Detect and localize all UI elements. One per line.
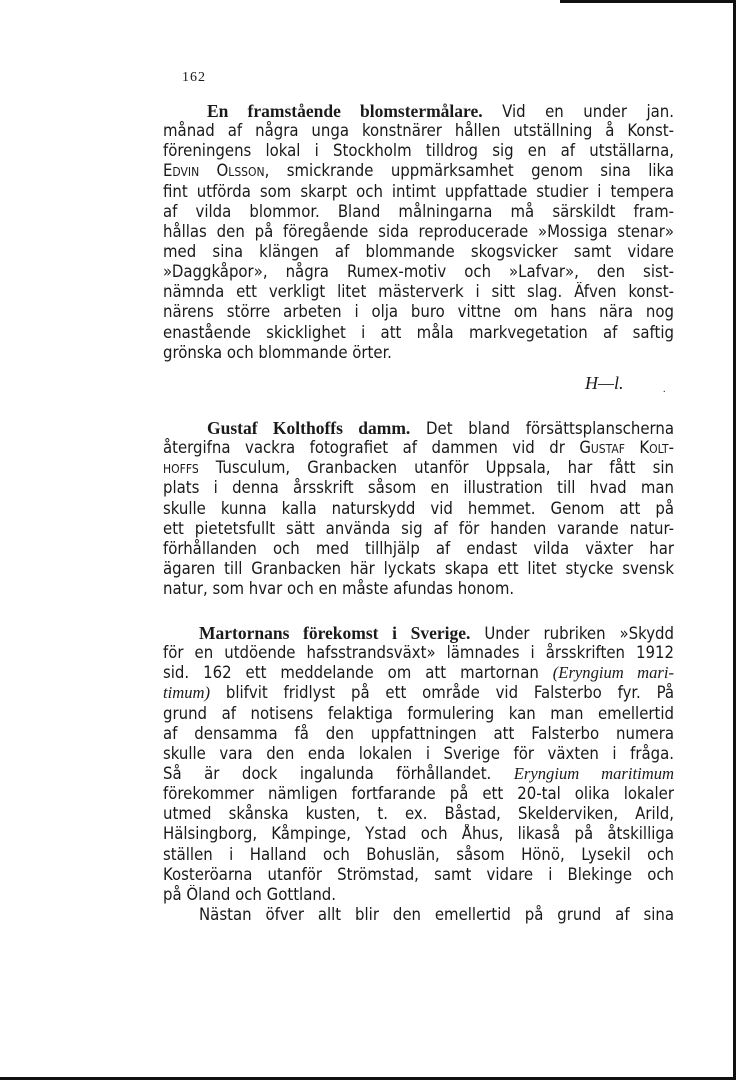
text-span: blifvit fridlyst på ett område vid Falsterbo fyr. På xyxy=(210,683,674,703)
text-span: sid. 162 ett meddelande om att martornan xyxy=(163,663,553,683)
text-span: återgifna vackra fotografiet af dammen vid dr xyxy=(163,438,580,458)
text-line: utmed skånska kusten, t. ex. Båstad, Skelderviken, Arild, xyxy=(163,804,674,824)
scan-edge-top xyxy=(560,0,736,3)
text-span: Under rubriken »Skydd xyxy=(470,624,674,643)
text-line xyxy=(163,683,674,703)
section-heading: Martornans förekomst i Sverige. xyxy=(199,623,471,643)
text-span: Så är dock ingalunda förhållandet. xyxy=(163,763,514,783)
text-span: Vid en under jan. xyxy=(482,102,674,121)
text-line: för en utdöende hafsstrandsväxt» lämnades i årsskriften 1912 xyxy=(163,643,674,663)
text-line: Nästan öfver allt blir den emellertid på grund af sina xyxy=(199,904,674,924)
text-span: , smickrande uppmärksamhet genom sina lika xyxy=(264,161,674,181)
text-line: af densamma få den uppfattningen att Falsterbo numera xyxy=(163,723,674,743)
latin-name: timum) xyxy=(163,683,211,703)
text-span: Tusculum, Granbacken utanför Uppsala, har fått sin xyxy=(198,458,674,478)
text-line: förhållanden och med tillhjälp af endast vilda växter har xyxy=(163,538,674,558)
text-line: grönska och blommande örter. xyxy=(163,342,392,362)
text-line: ett pietetsfullt sätt använda sig af för handen varande natur- xyxy=(163,518,674,538)
text-line: »Daggkåpor», några Rumex-motiv och »Lafvar», den sist- xyxy=(163,262,674,282)
text-line xyxy=(163,438,674,458)
person-name: hoffs xyxy=(163,458,199,478)
text-span: Det bland försättsplanscherna xyxy=(410,419,674,438)
text-line: enastående skicklighet i att måla markvegetation af saftig xyxy=(163,322,674,342)
text-line xyxy=(163,623,674,643)
page-number: 162 xyxy=(182,70,206,85)
section-heading: En framstående blomstermålare. xyxy=(207,101,483,121)
text-line xyxy=(163,161,674,181)
text-line: månad af några unga konstnärer hållen utställning å Konst- xyxy=(163,121,674,141)
text-line: ställen i Halland och Bohuslän, såsom Hönö, Lysekil och xyxy=(163,844,674,864)
section-martornan xyxy=(163,623,674,925)
text-line: närens större arbeten i olja buro vittne om hans nära nog xyxy=(163,302,674,322)
section-blomstermalare xyxy=(163,101,674,363)
stray-mark: . xyxy=(663,384,666,395)
text-line: af vilda blommor. Bland målningarna må särskildt fram- xyxy=(163,201,674,221)
person-name: Edvin Olsson xyxy=(163,161,265,181)
text-line: fint utförda som skarpt och intimt uppfattade studier i tempera xyxy=(163,181,674,201)
text-line: Kosteröarna utanför Strömstad, samt vidare i Blekinge och xyxy=(163,864,674,884)
text-line: Hälsingborg, Kåmpinge, Ystad och Åhus, likaså på åtskilliga xyxy=(163,824,674,844)
text-line: nämnda ett verkligt litet mästerverk i sitt slag. Äfven konst- xyxy=(163,282,674,302)
text-line: på Öland och Gottland. xyxy=(163,884,337,904)
text-line xyxy=(163,663,674,683)
text-line: hållas den på föregående sida reproducerade »Mossiga stenar» xyxy=(163,221,674,241)
text-line xyxy=(163,458,674,478)
text-line xyxy=(163,764,674,784)
text-line: grund af notisens felaktiga formulering kan man emellertid xyxy=(163,703,674,723)
text-line: skulle vara den enda lokalen i Sverige för växten i fråga. xyxy=(163,743,674,763)
latin-name: (Eryngium mari- xyxy=(552,663,674,683)
latin-name: Eryngium maritimum xyxy=(513,763,674,783)
text-line: skulle kunna kalla naturskydd vid hemmet. Genom att på xyxy=(163,498,674,518)
author-signature: H—l. xyxy=(585,373,624,393)
text-line: föreningens lokal i Stockholm tilldrog sig en af utställarna, xyxy=(163,141,674,161)
person-name: Gustaf Kolt- xyxy=(579,438,674,458)
text-line: natur, som hvar och en måste afundas honom. xyxy=(163,579,515,599)
text-line: plats i denna årsskrift såsom en illustration till hvad man xyxy=(163,478,674,498)
text-line: med sina klängen af blommande skogsvicker samt vidare xyxy=(163,241,674,261)
text-line: förekommer nämligen fortfarande på ett 20-tal olika lokaler xyxy=(163,784,674,804)
text-line xyxy=(163,418,674,438)
section-heading: Gustaf Kolthoffs damm. xyxy=(207,418,411,438)
text-line: ägaren till Granbacken här lyckats skapa ett litet stycke svensk xyxy=(163,558,674,578)
section-kolthoffs-damm xyxy=(163,418,674,599)
text-line xyxy=(163,101,674,121)
